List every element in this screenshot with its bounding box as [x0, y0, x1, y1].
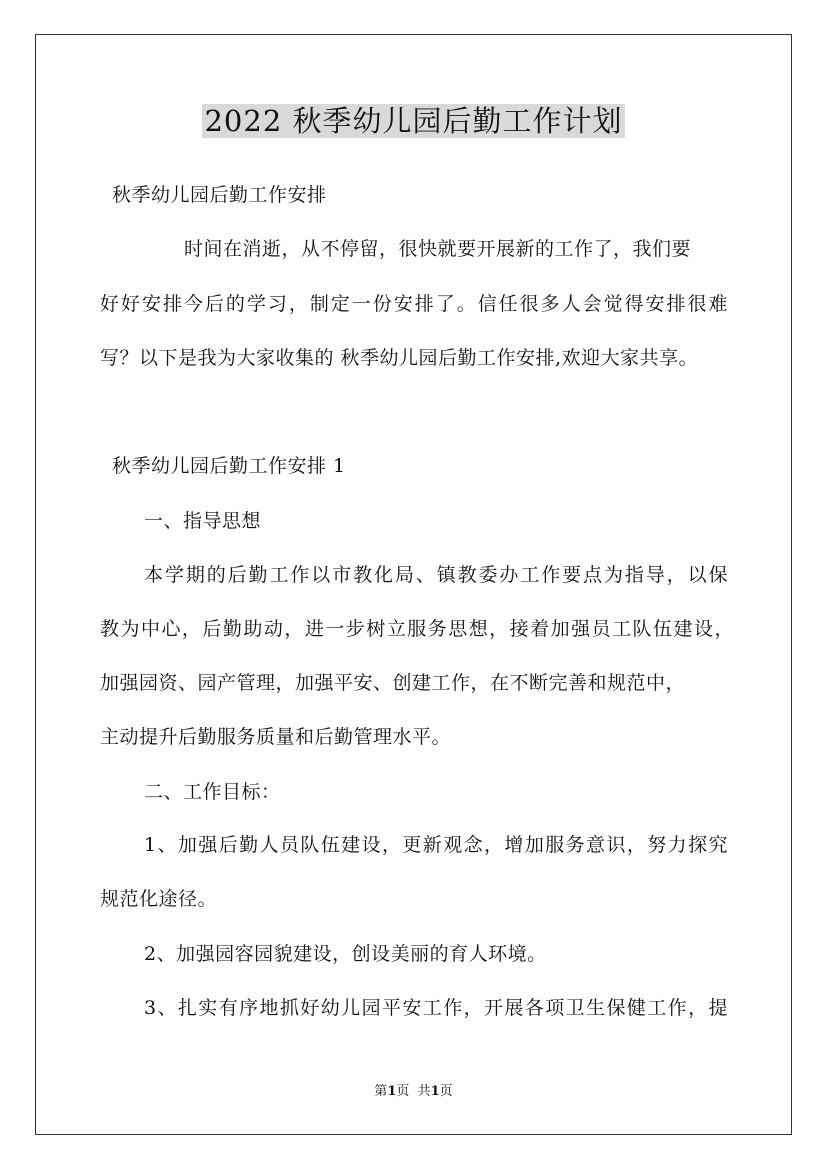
footer-mid: 页 共: [396, 1084, 431, 1099]
footer-total-pages: 1: [430, 1084, 440, 1099]
part1-body-line-3: 加强园资、园产管理，加强平安、创建工作，在不断完善和规范中，: [100, 672, 686, 694]
goal-line-3: 2、加强园容园貌建设，创设美丽的育人环境。: [144, 943, 547, 965]
goal-line-2: 规范化途径。: [100, 888, 218, 910]
document-title: [0, 101, 827, 141]
part1-body-line-4: 主动提升后勤服务质量和后勤管理水平。: [100, 726, 452, 748]
section-heading: 秋季幼儿园后勤工作安排 1: [112, 455, 346, 477]
goal-line-1: 1、加强后勤人员队伍建设，更新观念，增加服务意识，努力探究: [144, 834, 728, 856]
footer-current-page: 1: [387, 1084, 397, 1099]
footer-prefix: 第: [374, 1084, 388, 1099]
part1-body-line-1: 本学期的后勤工作以市教化局、镇教委办工作要点为指导，以保: [144, 564, 728, 586]
part2-heading: 二、工作目标：: [144, 781, 281, 803]
intro-line-1: 时间在消逝，从不停留，很快就要开展新的工作了，我们要: [184, 238, 692, 260]
part1-heading: 一、指导思想: [144, 510, 262, 532]
page-footer: [0, 1083, 827, 1101]
footer-suffix: 页: [439, 1084, 453, 1099]
intro-line-2: 好好安排今后的学习，制定一份安排了。信任很多人会觉得安排很难: [100, 293, 728, 315]
document-subtitle: 秋季幼儿园后勤工作安排: [112, 184, 327, 206]
goal-line-4: 3、扎实有序地抓好幼儿园平安工作，开展各项卫生保健工作，提: [144, 997, 728, 1019]
document-title-text: 2022 秋季幼儿园后勤工作计划: [204, 104, 623, 138]
intro-line-3: 写？以下是我为大家收集的 秋季幼儿园后勤工作安排,欢迎大家共享。: [100, 347, 699, 369]
part1-body-line-2: 教为中心，后勤助动，进一步树立服务思想，接着加强员工队伍建设，: [100, 618, 734, 640]
